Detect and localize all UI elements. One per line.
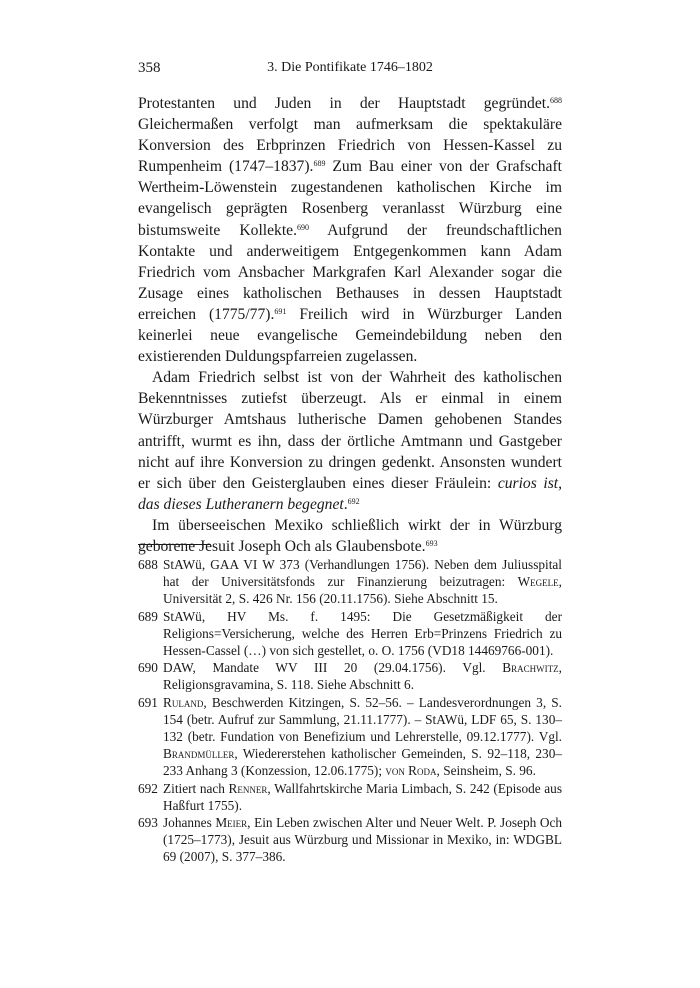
- footnote-text: [163, 556, 562, 608]
- author-name: Ruland: [163, 694, 204, 710]
- footnote-ref: 692: [347, 496, 360, 506]
- footnote-number: 689: [138, 608, 158, 624]
- footnote-text: [163, 780, 562, 814]
- footnote: [138, 780, 562, 814]
- paragraph: Protestanten und Juden in der Hauptstadt gegründet.$^{688}$ Gleichermaßen verfolgt man aufmerksam die spektakuläre Konversion des Erbprinzen Friedrich von Hessen-Kassel zu Rumpenheim (1747–1837).$^{689}$ Zum Bau einer von der Grafschaft Wertheim-Löwenstein zugestandenen katholischen Kirche im evangelisch geprägten Rosenberg veranlasst Würzburg eine bistumsweite Kollekte.$^{690}$ Aufgrund der freundschaftlichen Kontakte und anderweitigem Entgegenkommen kann Adam Friedrich vom Ansbacher Markgrafen Karl Alexander sogar die Zusage eines katholischen Bethauses in dessen Hauptstadt erreichen (1775/77).$^{691}$ Freilich wird in Würzburger Landen keinerlei neue evangelische Gemeindebildung neben den existierenden Duldungspfarreien zugelassen.: [138, 95, 562, 366]
- footnote-text-part: Zitiert nach: [163, 780, 229, 796]
- footnote-text: [163, 608, 562, 660]
- footnote-text-part: , Seinsheim, S. 96.: [436, 763, 536, 779]
- footnote-text: [163, 694, 562, 780]
- paragraph: Im überseeischen Mexiko schließlich wirkt der in Würzburg geborene Jesuit Joseph Och als Glaubensbote.$^{693}$: [138, 516, 562, 555]
- page-number: 358: [138, 60, 161, 76]
- footnote-text-part: , Religionsgravamina, S. 118. Siehe Abschnitt 6.: [163, 660, 562, 693]
- footnote: [138, 694, 562, 780]
- footnote-ref: 688: [550, 96, 562, 105]
- footnote-text-part: , Wallfahrtskirche Maria Limbach, S. 242 (Episode aus Haßfurt 1755).: [163, 780, 562, 813]
- author-name: Brandmüller: [163, 746, 235, 762]
- footnote-number: 691: [138, 694, 158, 710]
- footnote-text-part: StAWü, HV Ms. f. 1495: Die Gesetzmäßigkeit der Religions=Versicherung, welche des Herren Erb=Prinzens Friedrich zu Hessen-Cassel (…) von sich gestellet, o. O. 1756 (VD18 14469766-001).: [163, 608, 562, 659]
- footnote-text: [163, 659, 562, 693]
- footnote-ref: 693: [425, 538, 438, 548]
- footnote-number: 692: [138, 780, 158, 796]
- footnote: [138, 556, 562, 608]
- footnote-number: 688: [138, 557, 158, 572]
- footnote-text-part: , Ein Leben zwischen Alter und Neuer Welt. P. Joseph Och (1725–1773), Jesuit aus Würzburg und Missionar in Mexiko, in: WDGBL 69 (2007), S. 377–386.: [163, 815, 562, 865]
- footnote-ref: 690: [296, 222, 309, 232]
- body-text: [138, 93, 562, 557]
- page-header: [138, 60, 562, 80]
- author-name: Meier: [215, 815, 248, 831]
- footnote-text-part: , Wiedererstehen katholischer Gemeinden, S. 92–118, 230–233 Anhang 3 (Konzession, 12.06.1775);: [163, 746, 562, 779]
- author-name: von Roda: [385, 763, 437, 779]
- footnote-text: [163, 814, 562, 866]
- footnote: [138, 814, 562, 866]
- author-name: Renner: [228, 780, 268, 796]
- quotation: curios ist, das dieses Lutheranern begegnet: [138, 474, 563, 513]
- running-title: 3. Die Pontifikate 1746–1802: [267, 60, 433, 75]
- footnote-text-part: DAW, Mandate WV III 20 (29.04.1756). Vgl.: [163, 660, 503, 676]
- paragraph: Adam Friedrich selbst ist von der Wahrheit des katholischen Bekenntnisses zutiefst überzeugt. Als er einmal in einem Würzburger Amtshaus lutherische Damen gehobenen Standes antrifft, wurmt es ihn, dass der örtliche Amtmann und Gastgeber nicht auf ihre Konversion zu dringen gedenkt. Ansonsten wundert er sich über den Geisterglauben eines dieser Fräulein: curios ist, das dieses Lutheranern begegnet.$^{692}$: [138, 369, 563, 513]
- author-name: Brachwitz: [502, 660, 559, 676]
- footnote-text-part: , Beschwerden Kitzingen, S. 52–56. – Landesverordnungen 3, S. 154 (betr. Aufruf zur Sammlung, 21.11.1777). – StAWü, LDF 65, S. 130–132 (betr. Fundation von Benefizium und Lehrerstelle, 09.12.1777). Vgl.: [163, 694, 562, 745]
- footnotes: [138, 556, 562, 866]
- footnote-text-part: , Universität 2, S. 426 Nr. 156 (20.11.1756). Siehe Abschnitt 15.: [163, 574, 562, 607]
- footnote-separator: [138, 544, 210, 545]
- footnote: [138, 659, 562, 693]
- author-name: Wegele: [517, 574, 559, 590]
- footnote-number: 690: [138, 660, 158, 676]
- footnote-ref: 691: [274, 306, 287, 316]
- footnote-text-part: Johannes: [163, 815, 216, 831]
- footnote-ref: 689: [313, 159, 326, 169]
- footnote: [138, 608, 562, 660]
- footnote-number: 693: [138, 815, 158, 831]
- footnote-text-part: StAWü, GAA VI W 373 (Verhandlungen 1756). Neben dem Juliusspital hat der Universitätsfonds zur Finanzierung beizutragen:: [163, 557, 562, 590]
